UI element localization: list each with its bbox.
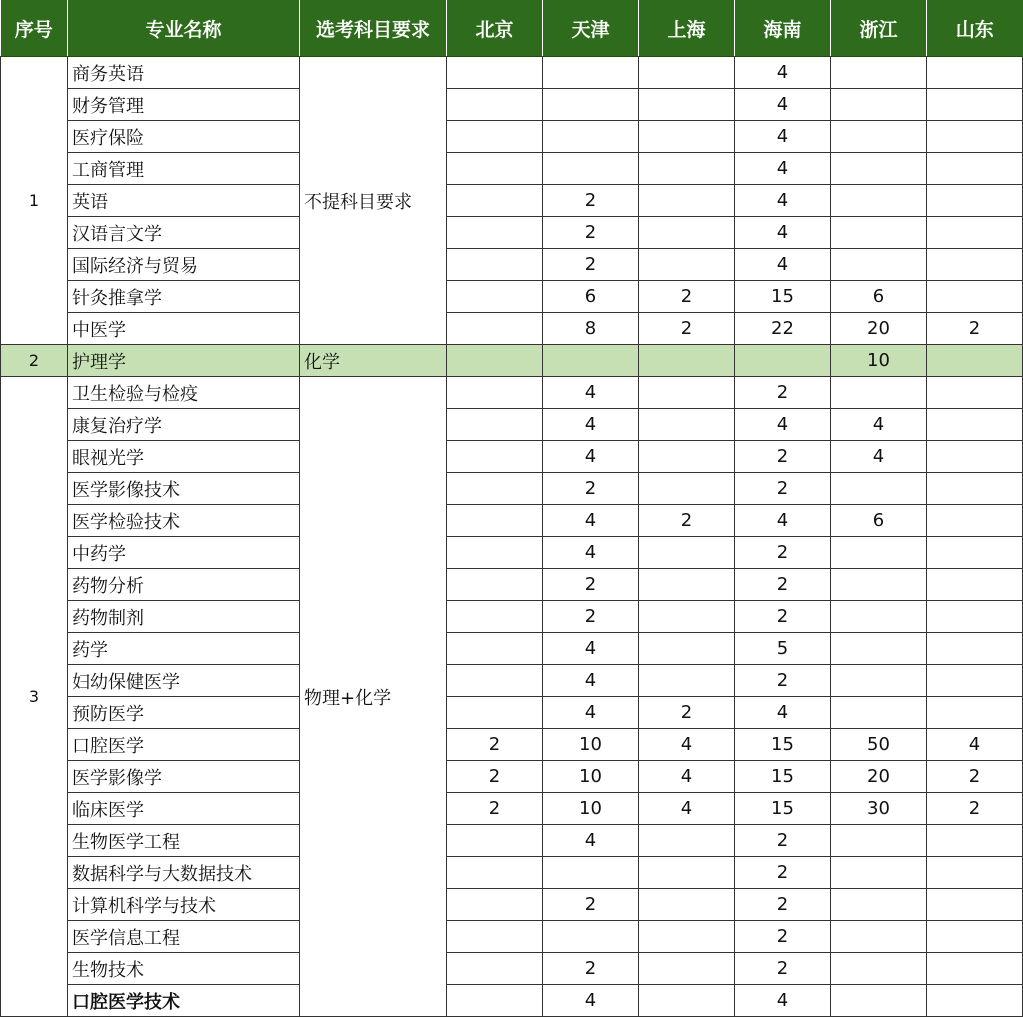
table-row — [1, 793, 1023, 825]
hainan-count-cell: 4 — [735, 121, 831, 153]
table-row — [1, 345, 1023, 377]
major-name-cell: 汉语言文学 — [68, 217, 300, 249]
beijing-count-cell — [447, 473, 543, 505]
hainan-count-cell: 4 — [735, 217, 831, 249]
beijing-count-cell — [447, 185, 543, 217]
shandong-count-cell — [927, 57, 1023, 89]
shanghai-count-cell — [639, 57, 735, 89]
hainan-count-cell: 15 — [735, 793, 831, 825]
shanghai-count-cell — [639, 601, 735, 633]
hainan-count-cell: 2 — [735, 473, 831, 505]
zhejiang-count-cell — [831, 985, 927, 1017]
zhejiang-count-cell — [831, 217, 927, 249]
major-name-cell: 妇幼保健医学 — [68, 665, 300, 697]
beijing-count-cell — [447, 505, 543, 537]
hainan-count-cell: 2 — [735, 665, 831, 697]
shanghai-count-cell — [639, 121, 735, 153]
hainan-count-cell: 2 — [735, 569, 831, 601]
shanghai-count-cell: 4 — [639, 729, 735, 761]
tianjin-count-cell: 2 — [543, 569, 639, 601]
shandong-count-cell — [927, 537, 1023, 569]
header-requirement: 选考科目要求 — [300, 0, 447, 57]
major-name-cell: 医学影像学 — [68, 761, 300, 793]
zhejiang-count-cell: 30 — [831, 793, 927, 825]
tianjin-count-cell: 6 — [543, 281, 639, 313]
hainan-count-cell — [735, 345, 831, 377]
table-row — [1, 153, 1023, 185]
table-row — [1, 665, 1023, 697]
tianjin-count-cell — [543, 89, 639, 121]
shandong-count-cell — [927, 569, 1023, 601]
beijing-count-cell — [447, 249, 543, 281]
beijing-count-cell: 2 — [447, 761, 543, 793]
shandong-count-cell — [927, 697, 1023, 729]
hainan-count-cell: 4 — [735, 409, 831, 441]
major-name-cell: 医学影像技术 — [68, 473, 300, 505]
shanghai-count-cell — [639, 473, 735, 505]
zhejiang-count-cell — [831, 825, 927, 857]
hainan-count-cell: 4 — [735, 985, 831, 1017]
beijing-count-cell: 2 — [447, 793, 543, 825]
shanghai-count-cell: 2 — [639, 281, 735, 313]
hainan-count-cell: 15 — [735, 761, 831, 793]
tianjin-count-cell: 4 — [543, 377, 639, 409]
major-name-cell: 中药学 — [68, 537, 300, 569]
tianjin-count-cell — [543, 857, 639, 889]
header-seq: 序号 — [1, 0, 68, 57]
zhejiang-count-cell — [831, 697, 927, 729]
tianjin-count-cell: 4 — [543, 441, 639, 473]
major-name-cell: 生物技术 — [68, 953, 300, 985]
major-name-cell: 国际经济与贸易 — [68, 249, 300, 281]
header-shandong: 山东 — [927, 0, 1023, 57]
shanghai-count-cell — [639, 569, 735, 601]
zhejiang-count-cell: 6 — [831, 281, 927, 313]
shandong-count-cell — [927, 249, 1023, 281]
beijing-count-cell — [447, 409, 543, 441]
header-hainan: 海南 — [735, 0, 831, 57]
shandong-count-cell — [927, 409, 1023, 441]
beijing-count-cell — [447, 633, 543, 665]
zhejiang-count-cell — [831, 953, 927, 985]
zhejiang-count-cell: 6 — [831, 505, 927, 537]
table-row — [1, 377, 1023, 409]
shanghai-count-cell — [639, 409, 735, 441]
table-row — [1, 441, 1023, 473]
shandong-count-cell — [927, 601, 1023, 633]
shandong-count-cell — [927, 377, 1023, 409]
hainan-count-cell: 4 — [735, 697, 831, 729]
shanghai-count-cell — [639, 825, 735, 857]
header-tianjin: 天津 — [543, 0, 639, 57]
major-name-cell: 商务英语 — [68, 57, 300, 89]
beijing-count-cell — [447, 89, 543, 121]
hainan-count-cell: 2 — [735, 953, 831, 985]
major-name-cell: 康复治疗学 — [68, 409, 300, 441]
shanghai-count-cell: 4 — [639, 793, 735, 825]
beijing-count-cell — [447, 217, 543, 249]
major-name-cell: 医学信息工程 — [68, 921, 300, 953]
table-row — [1, 89, 1023, 121]
major-name-cell: 药物制剂 — [68, 601, 300, 633]
major-name-cell: 药学 — [68, 633, 300, 665]
major-name-cell: 护理学 — [68, 345, 300, 377]
tianjin-count-cell: 2 — [543, 249, 639, 281]
hainan-count-cell: 4 — [735, 249, 831, 281]
beijing-count-cell — [447, 569, 543, 601]
shandong-count-cell — [927, 441, 1023, 473]
tianjin-count-cell: 8 — [543, 313, 639, 345]
tianjin-count-cell: 4 — [543, 537, 639, 569]
table-row — [1, 857, 1023, 889]
shandong-count-cell — [927, 857, 1023, 889]
shandong-count-cell — [927, 825, 1023, 857]
hainan-count-cell: 5 — [735, 633, 831, 665]
tianjin-count-cell — [543, 153, 639, 185]
shandong-count-cell — [927, 665, 1023, 697]
beijing-count-cell: 2 — [447, 729, 543, 761]
shandong-count-cell — [927, 889, 1023, 921]
shandong-count-cell — [927, 953, 1023, 985]
beijing-count-cell — [447, 601, 543, 633]
beijing-count-cell — [447, 697, 543, 729]
shandong-count-cell — [927, 89, 1023, 121]
shandong-count-cell — [927, 217, 1023, 249]
major-name-cell: 药物分析 — [68, 569, 300, 601]
major-name-cell: 英语 — [68, 185, 300, 217]
shandong-count-cell — [927, 281, 1023, 313]
tianjin-count-cell: 4 — [543, 825, 639, 857]
table-row — [1, 729, 1023, 761]
shanghai-count-cell: 2 — [639, 505, 735, 537]
table-row — [1, 121, 1023, 153]
group-seq-cell: 1 — [1, 57, 68, 345]
shanghai-count-cell — [639, 953, 735, 985]
table-row — [1, 601, 1023, 633]
hainan-count-cell: 2 — [735, 537, 831, 569]
subject-requirement-cell: 化学 — [300, 345, 447, 377]
hainan-count-cell: 2 — [735, 889, 831, 921]
zhejiang-count-cell — [831, 921, 927, 953]
major-name-cell: 口腔医学 — [68, 729, 300, 761]
beijing-count-cell — [447, 345, 543, 377]
zhejiang-count-cell: 50 — [831, 729, 927, 761]
shanghai-count-cell: 2 — [639, 313, 735, 345]
shanghai-count-cell — [639, 889, 735, 921]
group-seq-cell: 2 — [1, 345, 68, 377]
subject-requirement-cell: 物理+化学 — [300, 377, 447, 1017]
hainan-count-cell: 4 — [735, 505, 831, 537]
hainan-count-cell: 4 — [735, 185, 831, 217]
shanghai-count-cell — [639, 921, 735, 953]
shandong-count-cell — [927, 345, 1023, 377]
zhejiang-count-cell: 20 — [831, 313, 927, 345]
shandong-count-cell — [927, 633, 1023, 665]
table-row — [1, 313, 1023, 345]
beijing-count-cell — [447, 953, 543, 985]
zhejiang-count-cell — [831, 473, 927, 505]
table-row — [1, 57, 1023, 89]
shandong-count-cell — [927, 153, 1023, 185]
shanghai-count-cell — [639, 441, 735, 473]
zhejiang-count-cell — [831, 185, 927, 217]
shandong-count-cell — [927, 121, 1023, 153]
major-name-cell: 计算机科学与技术 — [68, 889, 300, 921]
header-shanghai: 上海 — [639, 0, 735, 57]
hainan-count-cell: 2 — [735, 921, 831, 953]
zhejiang-count-cell — [831, 57, 927, 89]
beijing-count-cell — [447, 985, 543, 1017]
header-major: 专业名称 — [68, 0, 300, 57]
zhejiang-count-cell — [831, 889, 927, 921]
table-row — [1, 185, 1023, 217]
major-name-cell: 中医学 — [68, 313, 300, 345]
major-name-cell: 生物医学工程 — [68, 825, 300, 857]
zhejiang-count-cell: 10 — [831, 345, 927, 377]
major-name-cell: 临床医学 — [68, 793, 300, 825]
shandong-count-cell — [927, 185, 1023, 217]
tianjin-count-cell — [543, 345, 639, 377]
zhejiang-count-cell — [831, 857, 927, 889]
zhejiang-count-cell — [831, 249, 927, 281]
shanghai-count-cell — [639, 249, 735, 281]
shanghai-count-cell — [639, 89, 735, 121]
table-row — [1, 889, 1023, 921]
table-header — [1, 0, 1023, 57]
table-row — [1, 569, 1023, 601]
beijing-count-cell — [447, 57, 543, 89]
hainan-count-cell: 2 — [735, 441, 831, 473]
major-name-cell: 财务管理 — [68, 89, 300, 121]
tianjin-count-cell — [543, 57, 639, 89]
shanghai-count-cell — [639, 345, 735, 377]
zhejiang-count-cell: 20 — [831, 761, 927, 793]
shandong-count-cell: 2 — [927, 793, 1023, 825]
table-row — [1, 473, 1023, 505]
shandong-count-cell — [927, 505, 1023, 537]
group-seq-cell: 3 — [1, 377, 68, 1017]
tianjin-count-cell: 4 — [543, 633, 639, 665]
beijing-count-cell — [447, 441, 543, 473]
tianjin-count-cell — [543, 121, 639, 153]
shanghai-count-cell — [639, 857, 735, 889]
tianjin-count-cell: 2 — [543, 473, 639, 505]
table-row — [1, 825, 1023, 857]
shanghai-count-cell — [639, 537, 735, 569]
shanghai-count-cell — [639, 153, 735, 185]
header-row — [1, 0, 1023, 57]
beijing-count-cell — [447, 121, 543, 153]
zhejiang-count-cell — [831, 665, 927, 697]
table-row — [1, 921, 1023, 953]
hainan-count-cell: 4 — [735, 89, 831, 121]
zhejiang-count-cell — [831, 601, 927, 633]
zhejiang-count-cell — [831, 121, 927, 153]
major-name-cell: 口腔医学技术 — [68, 985, 300, 1017]
tianjin-count-cell: 4 — [543, 665, 639, 697]
beijing-count-cell — [447, 537, 543, 569]
header-zhejiang: 浙江 — [831, 0, 927, 57]
zhejiang-count-cell — [831, 153, 927, 185]
beijing-count-cell — [447, 281, 543, 313]
table-row — [1, 953, 1023, 985]
beijing-count-cell — [447, 889, 543, 921]
tianjin-count-cell: 4 — [543, 409, 639, 441]
tianjin-count-cell: 2 — [543, 953, 639, 985]
hainan-count-cell: 2 — [735, 601, 831, 633]
table-row — [1, 537, 1023, 569]
shandong-count-cell — [927, 473, 1023, 505]
major-name-cell: 工商管理 — [68, 153, 300, 185]
table-row — [1, 761, 1023, 793]
shandong-count-cell — [927, 985, 1023, 1017]
zhejiang-count-cell — [831, 377, 927, 409]
tianjin-count-cell: 2 — [543, 889, 639, 921]
zhejiang-count-cell — [831, 569, 927, 601]
hainan-count-cell: 4 — [735, 153, 831, 185]
beijing-count-cell — [447, 153, 543, 185]
major-name-cell: 眼视光学 — [68, 441, 300, 473]
tianjin-count-cell: 4 — [543, 697, 639, 729]
major-name-cell: 针灸推拿学 — [68, 281, 300, 313]
beijing-count-cell — [447, 825, 543, 857]
tianjin-count-cell: 10 — [543, 729, 639, 761]
shanghai-count-cell — [639, 377, 735, 409]
shanghai-count-cell: 2 — [639, 697, 735, 729]
tianjin-count-cell — [543, 921, 639, 953]
shanghai-count-cell — [639, 665, 735, 697]
zhejiang-count-cell — [831, 633, 927, 665]
shanghai-count-cell — [639, 217, 735, 249]
tianjin-count-cell: 2 — [543, 217, 639, 249]
table-body — [1, 57, 1023, 1017]
hainan-count-cell: 22 — [735, 313, 831, 345]
major-name-cell: 数据科学与大数据技术 — [68, 857, 300, 889]
beijing-count-cell — [447, 921, 543, 953]
zhejiang-count-cell: 4 — [831, 409, 927, 441]
shanghai-count-cell — [639, 985, 735, 1017]
tianjin-count-cell: 4 — [543, 985, 639, 1017]
hainan-count-cell: 15 — [735, 729, 831, 761]
header-beijing: 北京 — [447, 0, 543, 57]
tianjin-count-cell: 10 — [543, 793, 639, 825]
table-row — [1, 409, 1023, 441]
hainan-count-cell: 15 — [735, 281, 831, 313]
table-row — [1, 217, 1023, 249]
zhejiang-count-cell — [831, 89, 927, 121]
table-row — [1, 633, 1023, 665]
major-name-cell: 预防医学 — [68, 697, 300, 729]
shandong-count-cell — [927, 921, 1023, 953]
hainan-count-cell: 2 — [735, 857, 831, 889]
shandong-count-cell: 2 — [927, 313, 1023, 345]
hainan-count-cell: 2 — [735, 825, 831, 857]
zhejiang-count-cell — [831, 537, 927, 569]
table-row — [1, 505, 1023, 537]
hainan-count-cell: 2 — [735, 377, 831, 409]
shandong-count-cell: 2 — [927, 761, 1023, 793]
major-name-cell: 医学检验技术 — [68, 505, 300, 537]
subject-requirement-cell: 不提科目要求 — [300, 57, 447, 345]
tianjin-count-cell: 10 — [543, 761, 639, 793]
tianjin-count-cell: 2 — [543, 601, 639, 633]
tianjin-count-cell: 4 — [543, 505, 639, 537]
table-row — [1, 697, 1023, 729]
major-name-cell: 医疗保险 — [68, 121, 300, 153]
shanghai-count-cell: 4 — [639, 761, 735, 793]
table-row — [1, 281, 1023, 313]
hainan-count-cell: 4 — [735, 57, 831, 89]
table-row — [1, 249, 1023, 281]
beijing-count-cell — [447, 313, 543, 345]
zhejiang-count-cell: 4 — [831, 441, 927, 473]
table-row — [1, 985, 1023, 1017]
shanghai-count-cell — [639, 633, 735, 665]
beijing-count-cell — [447, 377, 543, 409]
shanghai-count-cell — [639, 185, 735, 217]
beijing-count-cell — [447, 665, 543, 697]
major-name-cell: 卫生检验与检疫 — [68, 377, 300, 409]
beijing-count-cell — [447, 857, 543, 889]
tianjin-count-cell: 2 — [543, 185, 639, 217]
shandong-count-cell: 4 — [927, 729, 1023, 761]
